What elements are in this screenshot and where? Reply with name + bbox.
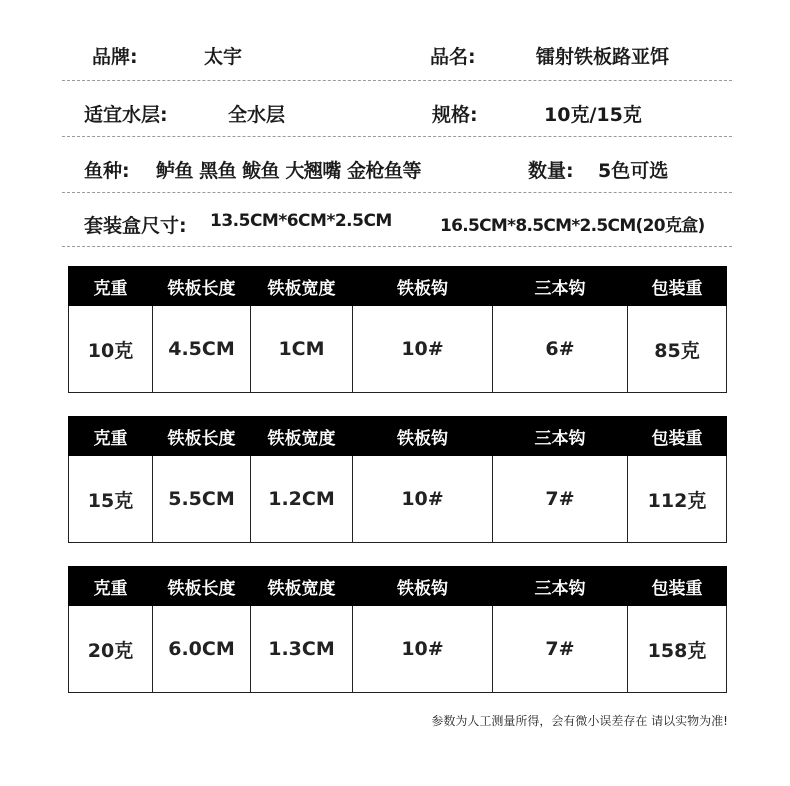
header-plate-width: 铁板宽度 xyxy=(251,417,353,456)
brand-label: 品牌: xyxy=(92,46,138,68)
header-plate-width: 铁板宽度 xyxy=(251,567,353,606)
cell-weight: 10克 xyxy=(69,306,153,393)
layer-value: 全水层 xyxy=(228,104,286,126)
cell-plate-width: 1CM xyxy=(251,306,353,393)
cell-treble-hook: 7# xyxy=(493,456,628,543)
product-label: 品名: xyxy=(430,46,476,68)
spec-table-10g xyxy=(68,266,727,393)
box-label: 套装盒尺寸: xyxy=(84,215,187,237)
header-package-weight: 包装重 xyxy=(628,267,727,306)
table-row xyxy=(69,456,727,543)
cell-weight: 20克 xyxy=(69,606,153,693)
disclaimer-note: 参数为人工测量所得，会有微小误差存在 请以实物为准! xyxy=(431,714,728,728)
cell-package-weight: 158克 xyxy=(628,606,727,693)
header-plate-hook: 铁板钩 xyxy=(353,417,493,456)
fish-value: 鲈鱼 黑鱼 鲅鱼 大翘嘴 金枪鱼等 xyxy=(156,160,421,182)
table-header-row xyxy=(69,267,727,306)
divider xyxy=(62,246,732,247)
cell-treble-hook: 6# xyxy=(493,306,628,393)
header-weight: 克重 xyxy=(69,267,153,306)
header-weight: 克重 xyxy=(69,417,153,456)
cell-weight: 15克 xyxy=(69,456,153,543)
box-size-1: 13.5CM*6CM*2.5CM xyxy=(210,211,392,231)
cell-plate-hook: 10# xyxy=(353,456,493,543)
brand-value: 太宇 xyxy=(204,46,243,68)
cell-plate-length: 4.5CM xyxy=(153,306,251,393)
fish-label: 鱼种: xyxy=(84,160,130,182)
cell-package-weight: 85克 xyxy=(628,306,727,393)
header-plate-length: 铁板长度 xyxy=(153,567,251,606)
spec-table-20g xyxy=(68,566,727,693)
cell-package-weight: 112克 xyxy=(628,456,727,543)
qty-value: 5色可选 xyxy=(598,160,669,182)
header-plate-hook: 铁板钩 xyxy=(353,267,493,306)
header-treble-hook: 三本钩 xyxy=(493,567,628,606)
divider xyxy=(62,80,732,81)
cell-plate-hook: 10# xyxy=(353,606,493,693)
header-plate-length: 铁板长度 xyxy=(153,267,251,306)
header-package-weight: 包装重 xyxy=(628,417,727,456)
qty-label: 数量: xyxy=(528,160,574,182)
spec-label: 规格: xyxy=(432,104,478,126)
header-treble-hook: 三本钩 xyxy=(493,417,628,456)
cell-plate-hook: 10# xyxy=(353,306,493,393)
header-treble-hook: 三本钩 xyxy=(493,267,628,306)
cell-plate-width: 1.2CM xyxy=(251,456,353,543)
divider xyxy=(62,192,732,193)
table-row xyxy=(69,306,727,393)
table-header-row xyxy=(69,417,727,456)
header-plate-hook: 铁板钩 xyxy=(353,567,493,606)
spec-table-15g xyxy=(68,416,727,543)
header-plate-length: 铁板长度 xyxy=(153,417,251,456)
cell-treble-hook: 7# xyxy=(493,606,628,693)
table-row xyxy=(69,606,727,693)
product-value: 镭射铁板路亚饵 xyxy=(536,46,670,68)
layer-label: 适宜水层: xyxy=(84,104,168,126)
cell-plate-width: 1.3CM xyxy=(251,606,353,693)
header-package-weight: 包装重 xyxy=(628,567,727,606)
spec-value: 10克/15克 xyxy=(544,104,642,126)
divider xyxy=(62,136,732,137)
header-plate-width: 铁板宽度 xyxy=(251,267,353,306)
table-header-row xyxy=(69,567,727,606)
header-weight: 克重 xyxy=(69,567,153,606)
box-size-2: 16.5CM*8.5CM*2.5CM(20克盒) xyxy=(440,216,705,236)
cell-plate-length: 5.5CM xyxy=(153,456,251,543)
cell-plate-length: 6.0CM xyxy=(153,606,251,693)
